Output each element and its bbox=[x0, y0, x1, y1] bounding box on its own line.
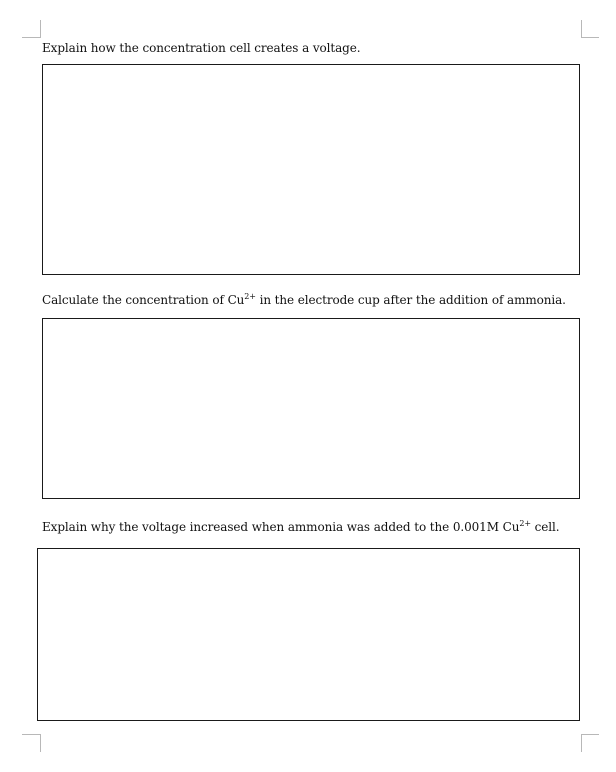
crop-mark-top-left-h bbox=[22, 37, 40, 38]
question-1-text bbox=[42, 40, 360, 56]
question-3-text-after: cell. bbox=[530, 520, 560, 534]
question-2-text-after: in the electrode cup after the addition of ammonia. bbox=[255, 293, 566, 307]
crop-mark-bottom-left-h bbox=[22, 734, 40, 735]
question-3-text-before: Explain why the voltage increased when ammonia was added to the 0.001M Cu bbox=[42, 520, 520, 534]
crop-mark-bottom-left-v bbox=[40, 734, 41, 752]
question-2-superscript: 2+ bbox=[244, 292, 256, 301]
crop-mark-bottom-right-v bbox=[581, 734, 582, 752]
answer-box-3[interactable] bbox=[37, 548, 580, 721]
crop-mark-top-right-h bbox=[581, 37, 599, 38]
crop-mark-top-left-v bbox=[40, 20, 41, 38]
question-2-text bbox=[42, 292, 566, 308]
answer-box-1[interactable] bbox=[42, 64, 580, 275]
crop-mark-top-right-v bbox=[581, 20, 582, 38]
answer-box-2[interactable] bbox=[42, 318, 580, 499]
question-2-text-before: Calculate the concentration of Cu bbox=[42, 293, 245, 307]
crop-mark-bottom-right-h bbox=[581, 734, 599, 735]
question-3-text bbox=[42, 519, 559, 535]
question-3-superscript: 2+ bbox=[519, 519, 531, 528]
question-1-label: Explain how the concentration cell creates a voltage. bbox=[42, 41, 361, 55]
